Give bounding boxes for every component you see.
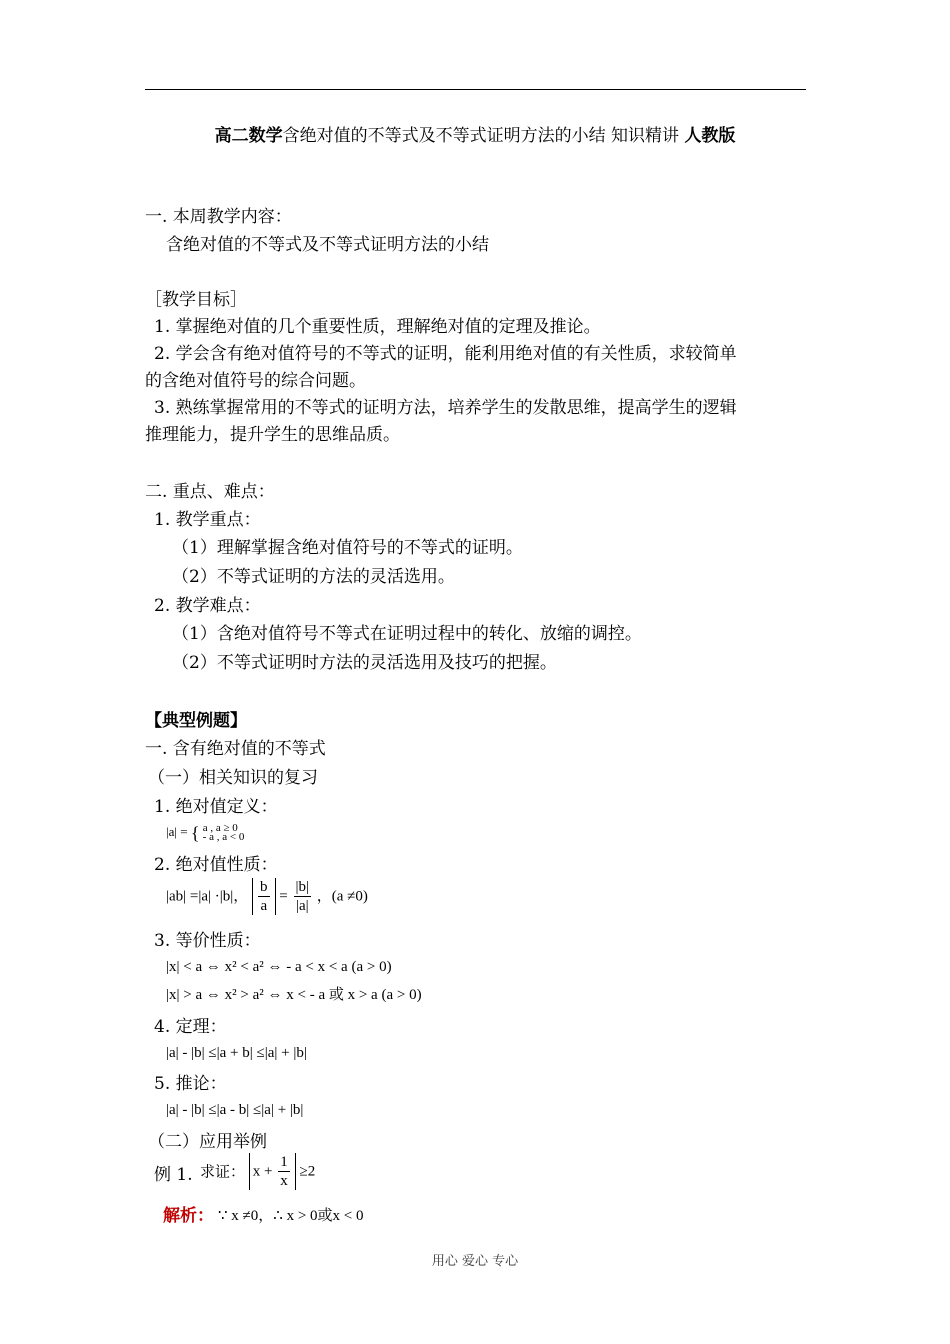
definition-label: 1. 绝对值定义： — [154, 797, 278, 817]
goals-label: ［教学目标］ — [145, 290, 247, 310]
title-main: 含绝对值的不等式及不等式证明方法的小结 知识精讲 — [282, 126, 685, 146]
equivalence-2: |x| > a ⇔ x² > a² ⇔ x < - a 或 x > a (a > 0) — [166, 987, 422, 1003]
definition-lhs: |a| = — [166, 824, 188, 839]
property-formula — [166, 878, 368, 915]
header-rule — [145, 89, 806, 90]
property-fraction-den: a — [260, 898, 268, 914]
page-footer: 用心 爱心 专心 — [431, 1254, 519, 1269]
example1-x: x + — [252, 1163, 273, 1180]
solution-text: ∵ x ≠0，∴ x > 0或x < 0 — [218, 1208, 364, 1224]
theorem-label: 4. 定理： — [154, 1017, 227, 1037]
solution-label: 解析： — [163, 1206, 214, 1226]
property-right-fraction — [294, 878, 312, 915]
corollary-label: 5. 推论： — [154, 1074, 227, 1094]
example1-abs — [249, 1153, 296, 1190]
examples-part1: 一. 含有绝对值的不等式 — [145, 739, 326, 759]
apply-heading: （二）应用举例 — [148, 1132, 267, 1152]
example1-den: x — [280, 1173, 288, 1189]
page-title — [0, 121, 950, 146]
property-abs-fraction — [252, 878, 276, 915]
definition-formula — [166, 822, 244, 843]
property-label: 2. 绝对值性质： — [154, 855, 278, 875]
example1-prompt: 求证： — [200, 1162, 246, 1181]
key-point-2: （2）不等式证明的方法的灵活选用。 — [172, 567, 455, 587]
example1-num: 1 — [280, 1154, 288, 1170]
definition-case-1: a , a ≥ 0 — [202, 822, 238, 835]
examples-heading: 【典型例题】 — [145, 711, 247, 731]
goal-2-line1: 2. 学会含有绝对值符号的不等式的证明，能利用绝对值的有关性质，求较简单 — [154, 344, 737, 364]
key-label: 1. 教学重点： — [154, 510, 261, 530]
review-heading: （一）相关知识的复习 — [148, 768, 318, 788]
difficulty-2: （2）不等式证明时方法的灵活选用及技巧的把握。 — [172, 653, 557, 673]
goal-2-line2: 的含绝对值符号的综合问题。 — [145, 371, 366, 391]
difficulty-1: （1）含绝对值符号不等式在证明过程中的转化、放缩的调控。 — [172, 624, 642, 644]
section1-content: 含绝对值的不等式及不等式证明方法的小结 — [166, 235, 489, 255]
example1-label: 例 1. — [154, 1165, 193, 1185]
property-fraction-num: b — [260, 879, 268, 895]
key-point-1: （1）理解掌握含绝对值符号的不等式的证明。 — [172, 538, 523, 558]
property-equals: = — [279, 888, 288, 905]
example1-statement — [200, 1153, 315, 1190]
property-right-den: |a| — [295, 898, 309, 914]
title-suffix: 人教版 — [684, 126, 736, 146]
corollary-formula: |a| - |b| ≤|a - b| ≤|a| + |b| — [166, 1102, 304, 1118]
property-right-num: |b| — [295, 879, 310, 895]
section2-heading: 二. 重点、难点： — [145, 482, 275, 502]
definition-case-2: - a , a < 0 — [202, 831, 245, 844]
theorem-formula: |a| - |b| ≤|a + b| ≤|a| + |b| — [166, 1045, 307, 1061]
equivalence-1: |x| < a ⇔ x² < a² ⇔ - a < x < a (a > 0) — [166, 959, 392, 975]
property-product: |ab| =|a| ·|b|， — [166, 888, 249, 905]
equivalence-label: 3. 等价性质： — [154, 931, 261, 951]
goal-1: 1. 掌握绝对值的几个重要性质，理解绝对值的定理及推论。 — [154, 317, 601, 337]
difficulty-label: 2. 教学难点： — [154, 596, 261, 616]
title-prefix: 高二数学 — [214, 126, 283, 146]
property-condition: ，(a ≠0) — [316, 888, 368, 905]
section1-heading: 一. 本周教学内容： — [145, 207, 292, 227]
definition-cases — [203, 824, 245, 842]
example1-rhs: ≥2 — [299, 1163, 316, 1180]
goal-3-line1: 3. 熟练掌握常用的不等式的证明方法，培养学生的发散思维，提高学生的逻辑 — [154, 398, 737, 418]
brace-icon: { — [190, 823, 200, 844]
goal-3-line2: 推理能力，提升学生的思维品质。 — [145, 425, 400, 445]
